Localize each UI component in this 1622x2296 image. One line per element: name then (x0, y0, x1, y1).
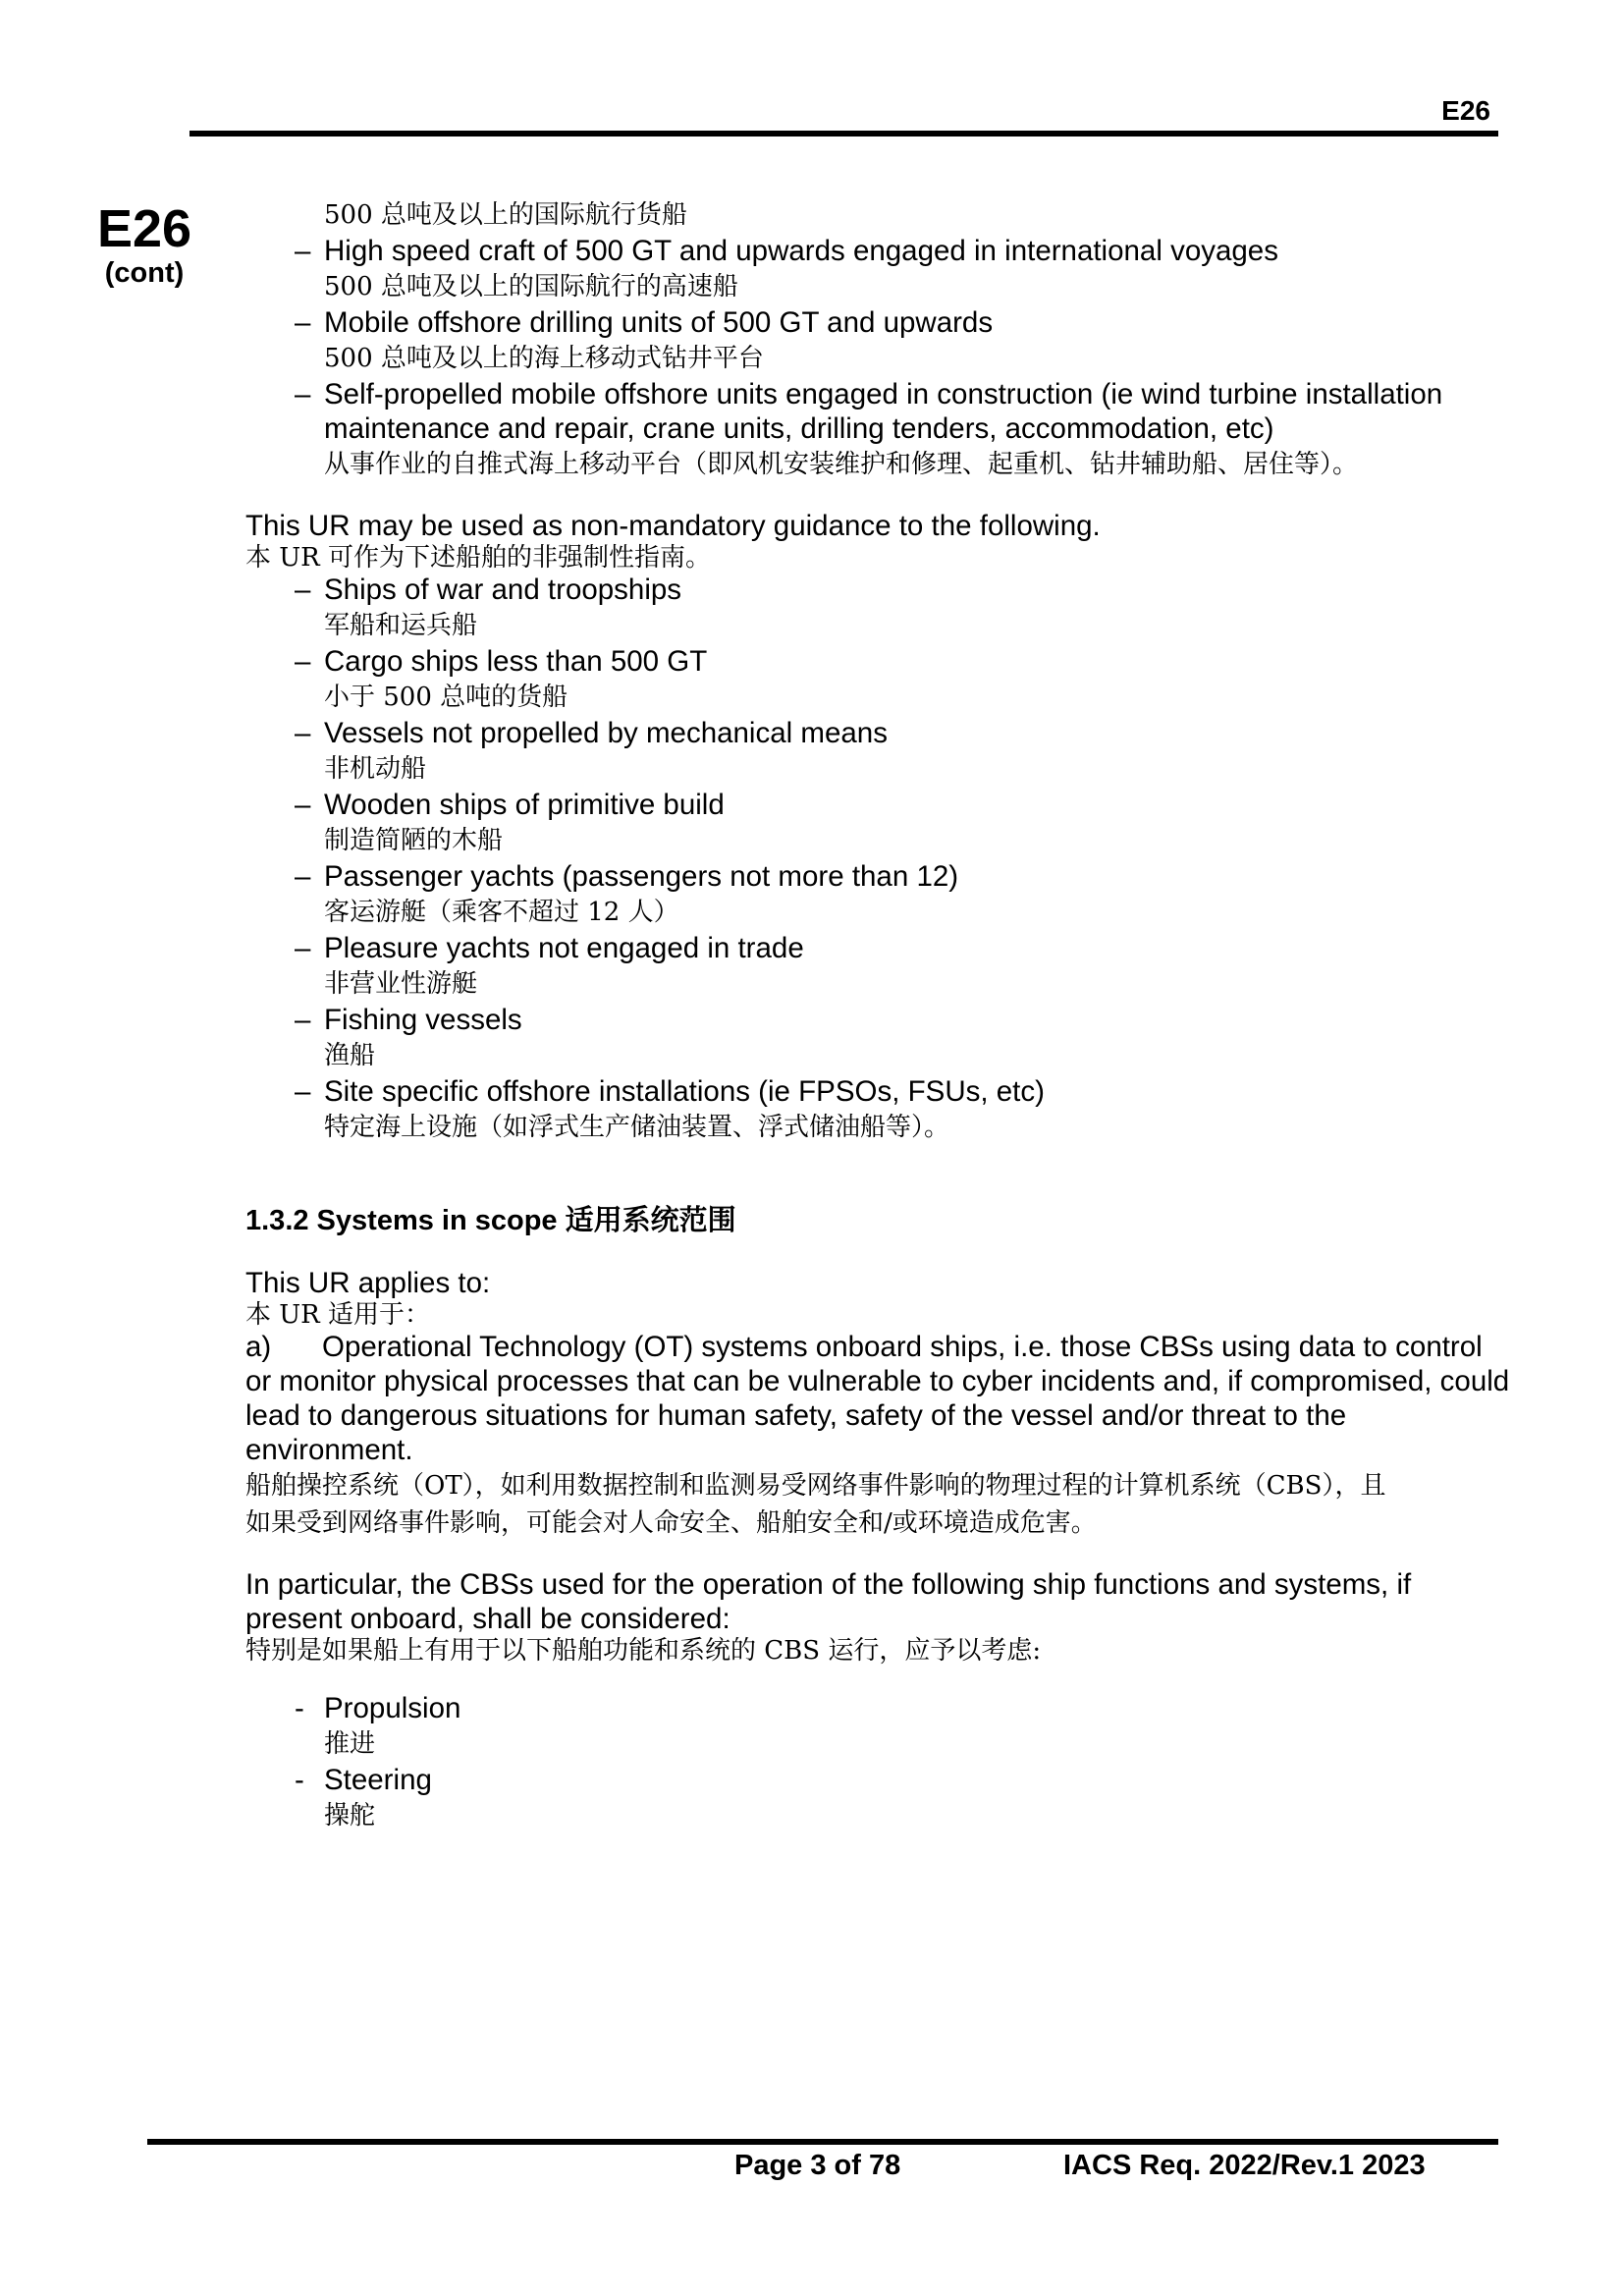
section-heading-zh: 适用系统范围 (565, 1205, 736, 1236)
dash-bullet: – (295, 1004, 311, 1036)
item-a-zh: 船舶操控系统（OT），如利用数据控制和监测易受网络事件影响的物理过程的计算机系统（CBS），且如果受到网络事件影响，可能会对人命安全、船舶安全和/或环境造成危害。 (245, 1471, 1386, 1538)
guidance-intro-zh: 本 UR 可作为下述船舶的非强制性指南。 (245, 543, 712, 573)
list-item (245, 859, 1512, 931)
list-item (245, 788, 1512, 859)
list-item-en: Passenger yachts (passengers not more than 12) (324, 860, 959, 893)
list-item (245, 1074, 1512, 1146)
particular-zh: 特别是如果船上有用于以下船舶功能和系统的 CBS 运行，应予以考虑: (245, 1636, 1042, 1666)
dash-bullet: - (295, 1764, 304, 1796)
list-item-zh: 500 总吨及以上的国际航行的高速船 (324, 272, 738, 301)
list-item-en: Mobile offshore drilling units of 500 GT and upwards (324, 306, 994, 339)
list-item-en: Fishing vessels (324, 1004, 522, 1036)
dash-bullet: – (295, 717, 311, 749)
list-item (245, 305, 1512, 377)
footer-requirement: IACS Req. 2022/Rev.1 2023 (1063, 2150, 1426, 2181)
list-item-zh: 500 总吨及以上的海上移动式钻井平台 (324, 344, 764, 373)
header-code: E26 (1441, 95, 1490, 126)
section-heading-en: 1.3.2 Systems in scope (245, 1205, 558, 1236)
list-item (245, 931, 1512, 1003)
list-item-zh: 客运游艇（乘客不超过 12 人） (324, 898, 679, 927)
header-rule (189, 131, 1498, 137)
list-item-zh: 操舵 (324, 1801, 376, 1831)
list-item (245, 644, 1512, 716)
margin-tab-code: E26 (96, 199, 192, 258)
list-item (245, 377, 1512, 483)
list-item (245, 196, 1512, 234)
applies-zh: 本 UR 适用于： (245, 1300, 431, 1330)
list-item (245, 716, 1512, 788)
dash-bullet: - (295, 1692, 304, 1724)
list-item-zh: 特定海上设施（如浮式生产储油装置、浮式储油船等）。 (324, 1113, 950, 1142)
list-item (245, 573, 1512, 644)
footer-page-number: Page 3 of 78 (734, 2150, 901, 2181)
dash-bullet: – (295, 306, 311, 339)
list-item (245, 1003, 1512, 1074)
list-item-zh: 500 总吨及以上的国际航行货船 (324, 200, 687, 230)
section-heading (245, 1201, 1512, 1240)
list-item-zh: 军船和运兵船 (324, 611, 478, 640)
list-item-zh: 非营业性游艇 (324, 969, 478, 999)
list-item-en: Pleasure yachts not engaged in trade (324, 932, 804, 964)
dash-bullet: – (295, 789, 311, 821)
list-item-zh: 渔船 (324, 1041, 376, 1070)
list-item-en: Wooden ships of primitive build (324, 789, 725, 821)
list-item-en: Vessels not propelled by mechanical means (324, 717, 888, 749)
margin-tab-cont: (cont) (104, 256, 185, 289)
dash-bullet: – (295, 645, 311, 678)
dash-bullet: – (295, 574, 311, 606)
list-item (245, 1763, 1512, 1834)
footer-rule (147, 2139, 1498, 2145)
item-a-label: a) (245, 1331, 272, 1363)
list-item-en: Steering (324, 1764, 432, 1796)
list-item-en: Self-propelled mobile offshore units engaged in construction (ie wind turbine installation maintenance and repair, crane units, drilling tenders, accommodation, etc) (324, 378, 1443, 445)
list-item (245, 234, 1512, 305)
list-item-zh: 制造简陋的木船 (324, 826, 504, 855)
list-item-zh: 从事作业的自推式海上移动平台（即风机安装维护和修理、起重机、钻井辅助船、居住等）。 (324, 450, 1359, 479)
list-item-en: Cargo ships less than 500 GT (324, 645, 708, 678)
list-item-en: Ships of war and troopships (324, 574, 682, 606)
list-item-zh: 非机动船 (324, 754, 427, 784)
applies-en: This UR applies to: (245, 1267, 491, 1299)
dash-bullet: – (295, 378, 311, 410)
list-item-en: Propulsion (324, 1692, 461, 1724)
particular-en: In particular, the CBSs used for the operation of the following ship functions and systems, if present onboard, shall be considered: (245, 1568, 1412, 1635)
list-item-zh: 小于 500 总吨的货船 (324, 683, 568, 712)
list-item-en: Site specific offshore installations (ie FPSOs, FSUs, etc) (324, 1075, 1045, 1108)
guidance-intro-en: This UR may be used as non-mandatory guidance to the following. (245, 510, 1101, 542)
dash-bullet: – (295, 235, 311, 267)
item-a-en (245, 1330, 1512, 1467)
list-item (245, 1691, 1512, 1763)
item-a-text: Operational Technology (OT) systems onboard ships, i.e. those CBSs using data to control or monitor physical processes that can be vulnerable to cyber incidents and, if compromised, could lead to dangerous situations for human safety, safety of the vessel and/or threat to the environment. (245, 1331, 1510, 1466)
dash-bullet: – (295, 1075, 311, 1108)
document-body (245, 196, 1512, 1834)
dash-bullet: – (295, 860, 311, 893)
dash-bullet: – (295, 932, 311, 964)
margin-tab (61, 201, 228, 290)
list-item-en: High speed craft of 500 GT and upwards engaged in international voyages (324, 235, 1278, 267)
list-item-zh: 推进 (324, 1729, 376, 1759)
